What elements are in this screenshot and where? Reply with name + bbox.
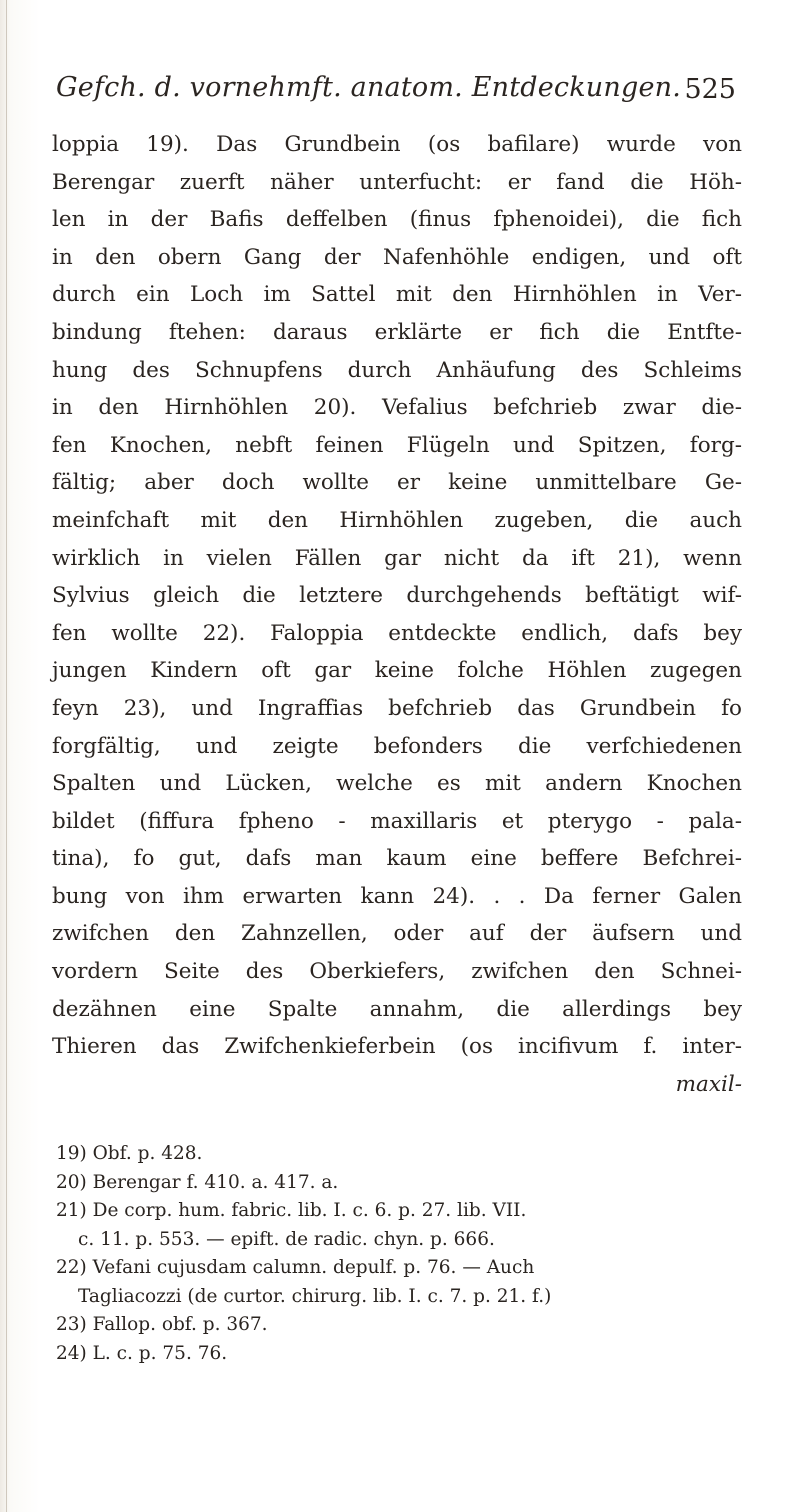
text-line: bildet (fiffura fpheno - maxillaris et pterygo - pala- [52,808,742,834]
footnotes [56,1140,746,1368]
text-line: dezähnen eine Spalte annahm, die allerdings bey [52,996,742,1022]
text-line: Spalten und Lücken, welche es mit andern Knochen [52,771,742,797]
page-header [56,72,736,112]
text-line: bung von ihm erwarten kann 24). . . Da ferner Galen [52,883,742,909]
text-line: in den obern Gang der Nafenhöhle endigen, und oft [52,244,742,270]
footnote-continuation: Tagliacozzi (de curtor. chirurg. lib. I. c. 7. p. 21. f.) [78,1285,552,1307]
footnote: 21) De corp. hum. fabric. lib. I. c. 6. p. 27. lib. VII. [56,1200,527,1221]
text-line: fältig; aber doch wollte er keine unmittelbare Ge- [52,470,742,496]
text-line: meinfchaft mit den Hirnhöhlen zugeben, die auch [52,507,742,533]
text-line: len in der Bafis deffelben (finus fphenoidei), die fich [52,207,742,233]
footnote: 24) L. c. p. 75. 76. [56,1342,228,1364]
main-text [52,126,742,1103]
running-title: Gefch. d. vornehmft. anatom. Entdeckungen. [56,72,682,103]
text-line: Thieren das Zwifchenkieferbein (os incifivum f. inter- [52,1034,742,1060]
footnote: 22) Vefani cujusdam calumn. depulf. p. 76. — Auch [56,1257,535,1278]
text-line: bindung ftehen: daraus erklärte er fich die Entfte- [52,319,742,345]
text-line: loppia 19). Das Grundbein (os bafilare) wurde von [52,132,742,157]
text-line: durch ein Loch im Sattel mit den Hirnhöhlen in Ver- [52,282,742,308]
text-line: feyn 23), und Ingraffias befchrieb das Grundbein fo [52,695,742,721]
footnote: 20) Berengar f. 410. a. 417. a. [56,1171,339,1193]
footnote-continuation: c. 11. p. 553. — epift. de radic. chyn. p. 666. [78,1228,495,1250]
text-line: tina), fo gut, dafs man kaum eine beffere Befchrei- [52,846,742,872]
catchword: maxil- [675,1071,742,1097]
text-line: hung des Schnupfens durch Anhäufung des Schleims [52,357,742,383]
text-line: Berengar zuerft näher unterfucht: er fand die Höh- [52,169,742,195]
text-line: vordern Seite des Oberkiefers, zwifchen den Schnei- [52,959,742,985]
footnote: 23) Fallop. obf. p. 367. [56,1314,268,1335]
footnote: 19) Obf. p. 428. [56,1143,203,1164]
text-line: jungen Kindern oft gar keine folche Höhlen zugegen [52,658,742,684]
page-number: 525 [684,74,736,105]
text-line: wirklich in vielen Fällen gar nicht da ift 21), wenn [52,545,742,571]
text-line: forgfältig, und zeigte befonders die verfchiedenen [52,733,742,759]
text-line: in den Hirnhöhlen 20). Vefalius befchrieb zwar die- [52,395,742,421]
text-line: Sylvius gleich die letztere durchgehends beftätigt wif- [52,583,742,609]
page-edge [6,0,7,1512]
text-line: zwifchen den Zahnzellen, oder auf der äufsern und [52,921,742,947]
text-line: fen wollte 22). Faloppia entdeckte endlich, dafs bey [52,620,742,646]
text-line: fen Knochen, nebft feinen Flügeln und Spitzen, forg- [52,432,742,458]
